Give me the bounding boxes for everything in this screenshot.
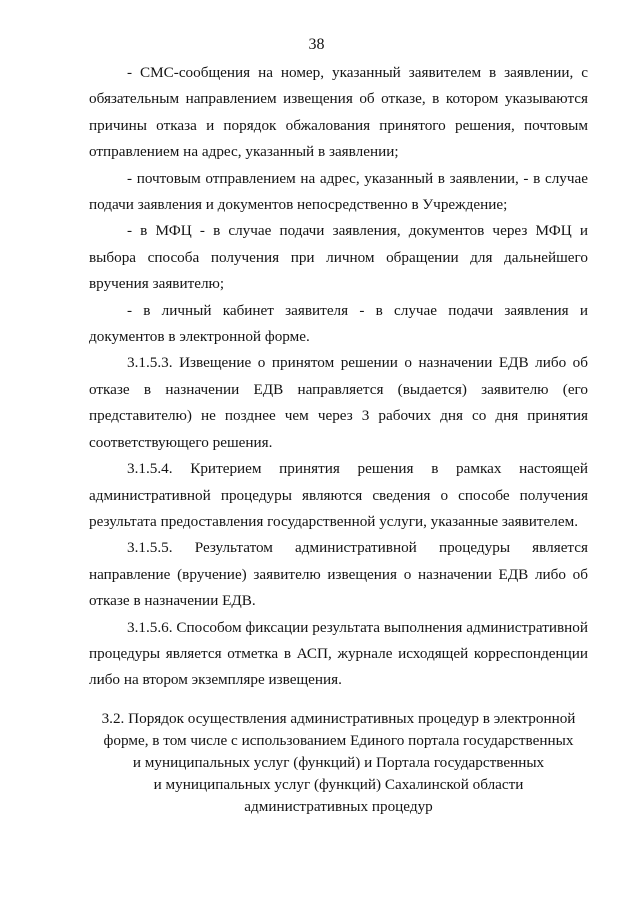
body-text [89,60,588,694]
page-number: 38 [308,36,325,53]
paragraph-postal-delivery: - почтовым отправлением на адрес, указанный в заявлении, - в случае подачи заявления и документов непосредственно в Учреждение; [89,169,588,214]
paragraph-sms-notification: - СМС-сообщения на номер, указанный заявителем в заявлении, с обязательным направлением извещения об отказе, в котором указываются причины отказа и порядок обжалования принятого решения, почтовым отправлением на адрес, указанный в заявлении; [89,64,588,161]
section-heading-line: и муниципальных услуг (функций) Сахалинской области [153,776,524,793]
paragraph-3-1-5-5: 3.1.5.5. Результатом административной процедуры является направление (вручение) заявителю извещения о назначении ЕДВ либо об отказе в назначении ЕДВ. [89,539,588,610]
section-heading-3-2 [89,708,588,818]
paragraph-3-1-5-3: 3.1.5.3. Извещение о принятом решении о назначении ЕДВ либо об отказе в назначении ЕДВ направляется (выдается) заявителю (его представителю) не позднее чем через 3 рабочих дня со дня принятия соответствующего решения. [89,354,588,451]
paragraph-personal-account: - в личный кабинет заявителя - в случае подачи заявления и документов в электронной форме. [89,301,588,346]
paragraph-3-1-5-6: 3.1.5.6. Способом фиксации результата выполнения административной процедуры является отметка в АСП, журнале исходящей корреспонденции либо на втором экземпляре извещения. [89,618,588,689]
section-heading-line: и муниципальных услуг (функций) и Портала государственных [132,754,545,771]
paragraph-mfc-delivery: - в МФЦ - в случае подачи заявления, документов через МФЦ и выбора способа получения при личном обращении для дальнейшего вручения заявителю; [89,222,588,293]
section-heading-line: административных процедур [244,798,433,815]
section-heading-line: форме, в том числе с использованием Единого портала государственных [103,732,574,749]
section-heading-line: 3.2. Порядок осуществления административных процедур в электронной [101,710,576,727]
paragraph-3-1-5-4: 3.1.5.4. Критерием принятия решения в рамках настоящей административной процедуры являются сведения о способе получения результата предоставления государственной услуги, указанные заявителем. [89,460,588,530]
